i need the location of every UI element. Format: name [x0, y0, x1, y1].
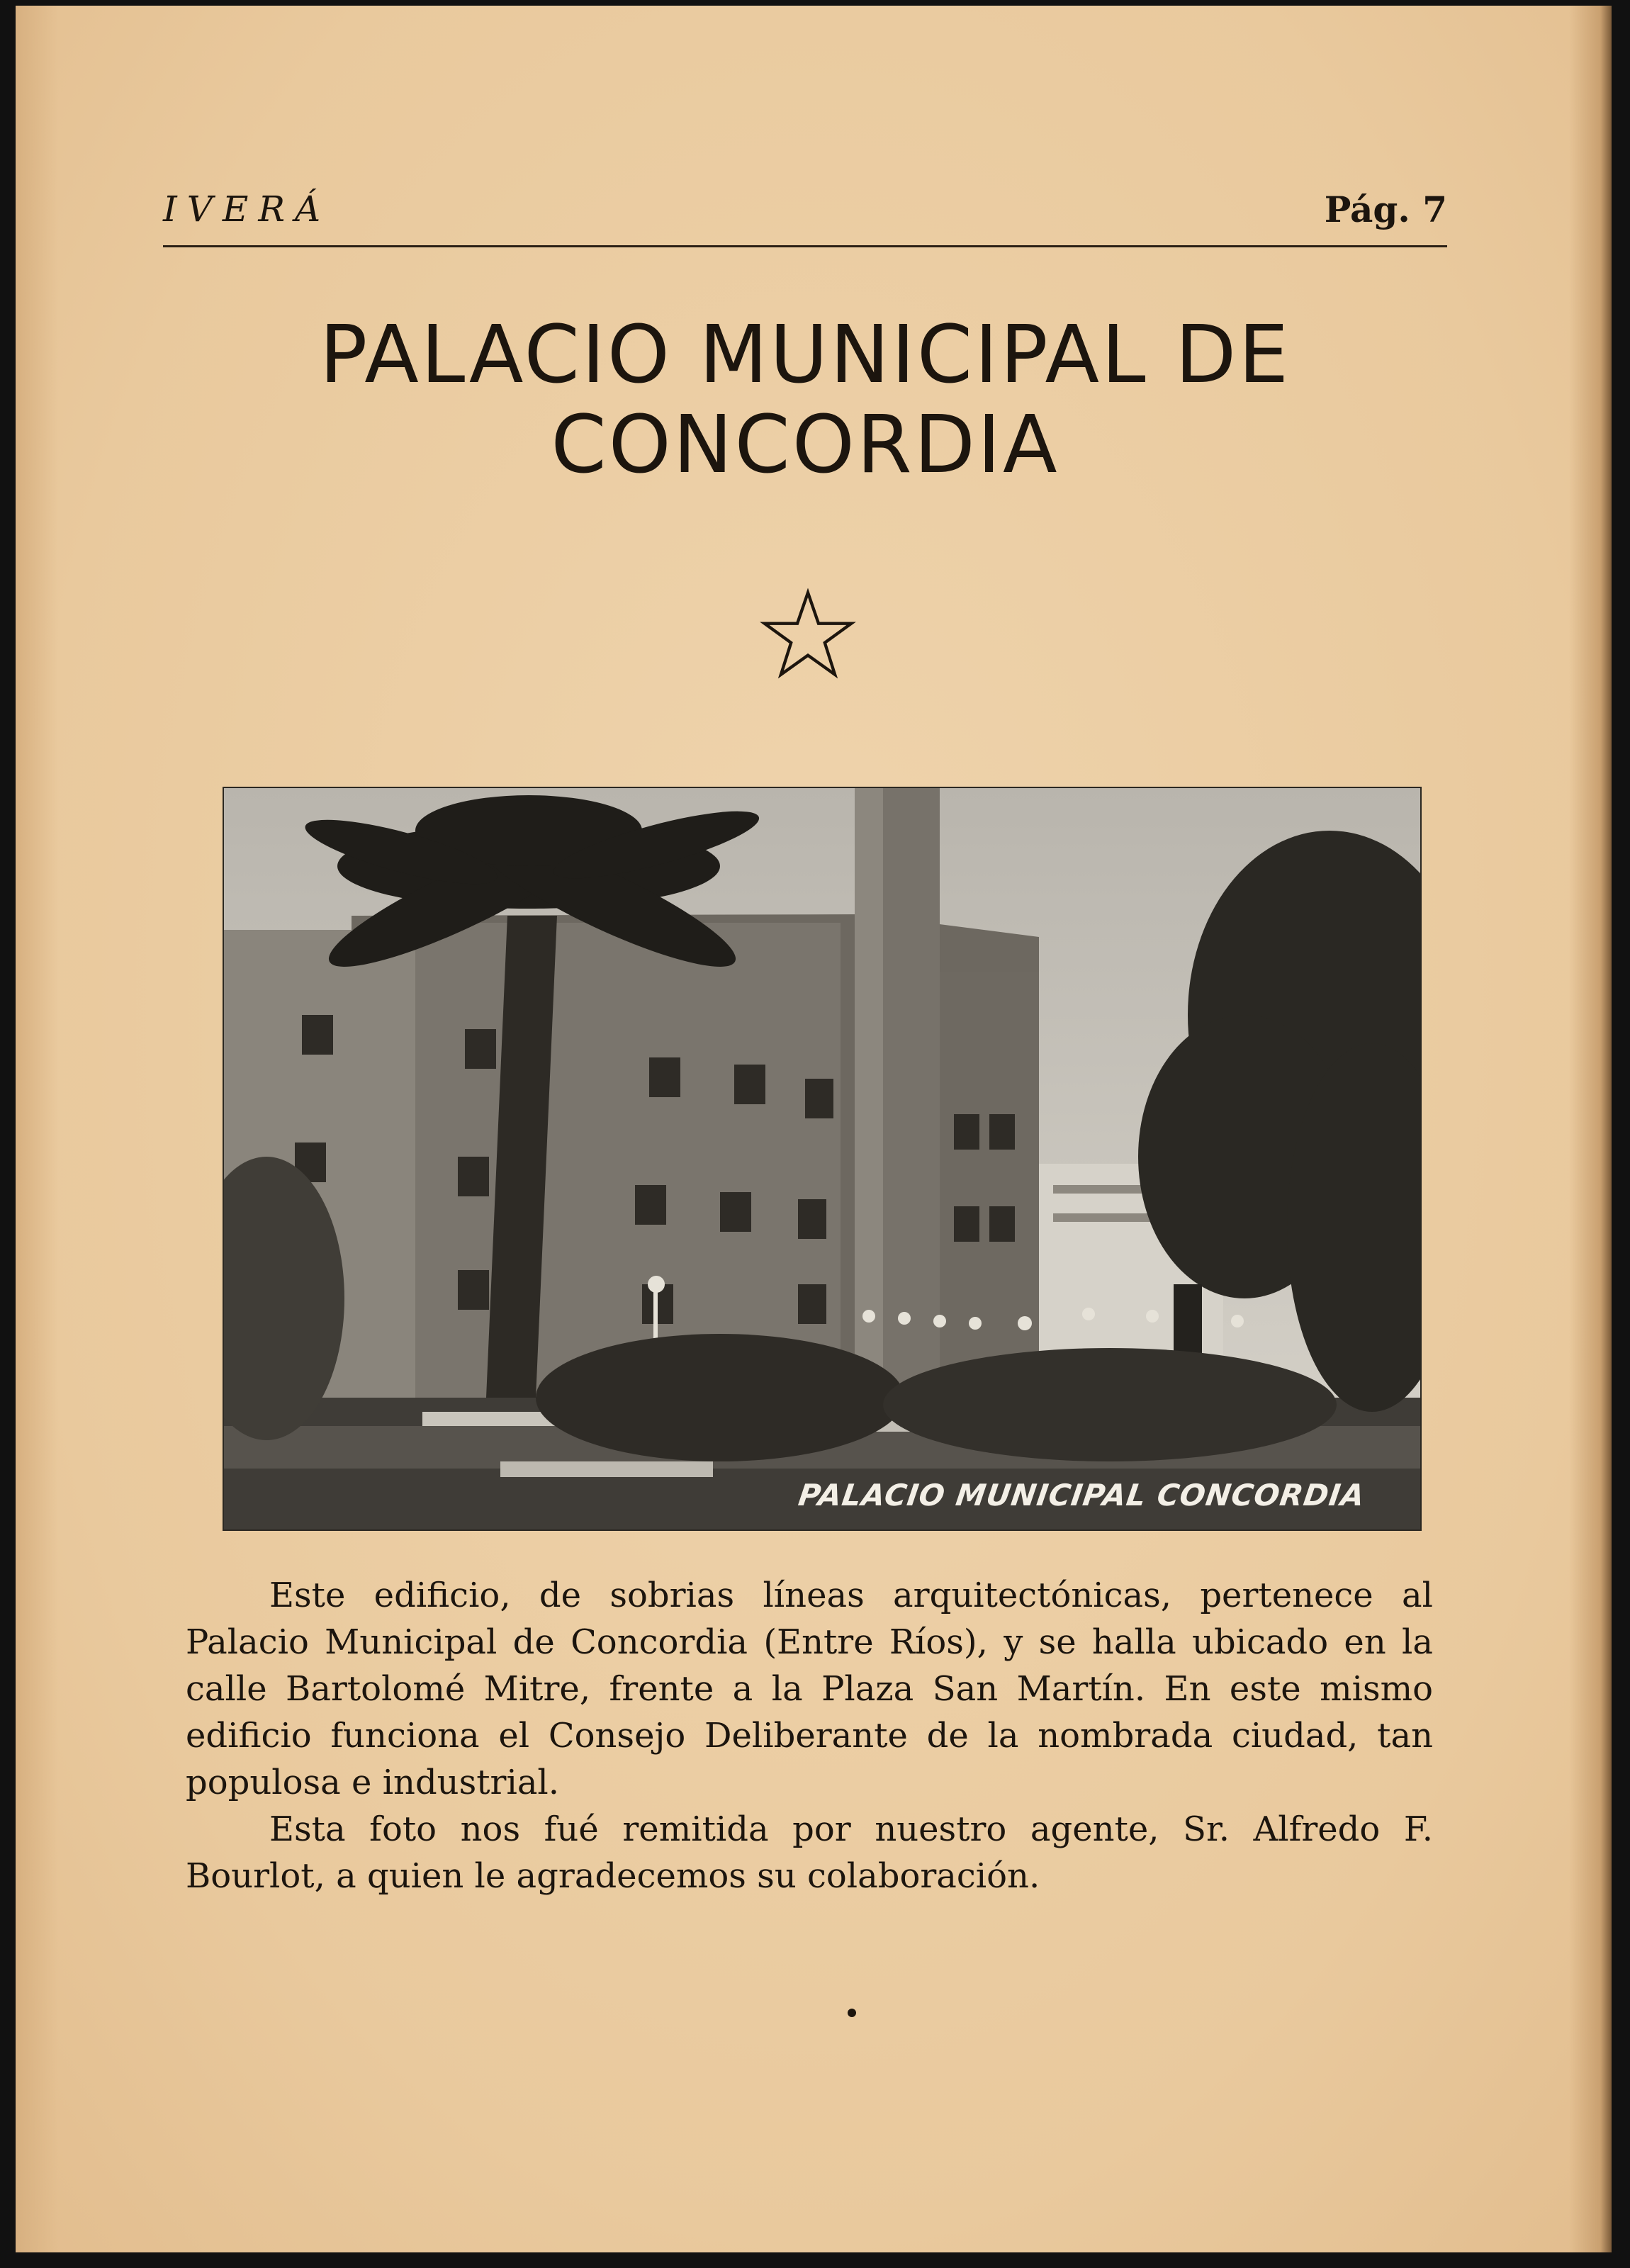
star-outline-icon	[760, 587, 856, 683]
page-number: Pág. 7	[1324, 189, 1447, 230]
building-photo	[223, 787, 1422, 1531]
paragraph: Este edificio, de sobrias líneas arquitectónicas, pertenece al Palacio Municipal de Concordia (Entre Ríos), y se halla ubicado en la calle Bartolomé Mitre, frente a la Plaza San Martín. En este mismo edificio funciona el Consejo Deliberante de la nombrada ciudad, tan populosa e industrial.	[186, 1576, 1433, 1802]
end-dot	[848, 2009, 856, 2017]
page-header	[163, 189, 1447, 245]
magazine-page	[16, 6, 1612, 2252]
header-rule	[163, 245, 1447, 247]
photo-illustration	[224, 788, 1420, 1529]
photo-caption: PALACIO MUNICIPAL CONCORDIA	[796, 1478, 1368, 1512]
page-edge-shadow	[1569, 6, 1612, 2252]
paragraph: Esta foto nos fué remitida por nuestro agente, Sr. Alfredo F. Bourlot, a quien le agradecemos su colaboración.	[186, 1809, 1433, 1896]
article-title-line-1: PALACIO MUNICIPAL DE	[319, 309, 1291, 401]
article-title-line-2: CONCORDIA	[551, 398, 1060, 491]
article-body	[186, 1572, 1433, 1899]
page-spine-shadow	[16, 6, 58, 2252]
running-title: IVERÁ	[163, 189, 331, 230]
article-title	[163, 310, 1447, 490]
